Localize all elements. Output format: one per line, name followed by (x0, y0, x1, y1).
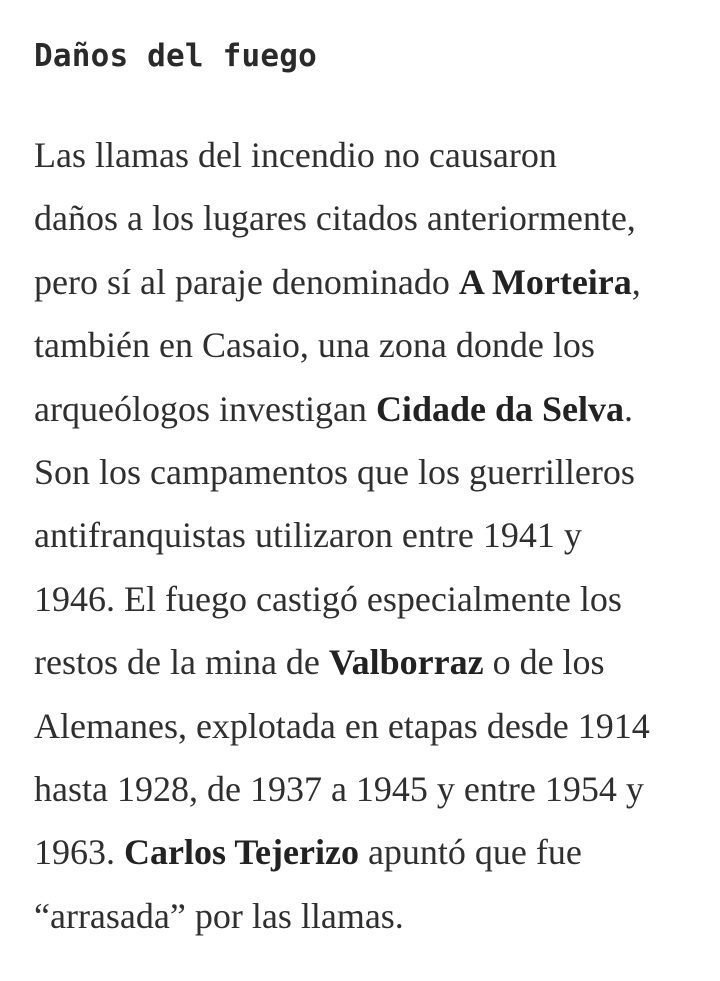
paragraph-line (34, 568, 686, 631)
text-run: arqueólogos investigan (34, 388, 376, 429)
text-run: antifranquistas utilizaron entre 1941 y (34, 515, 582, 556)
text-run: 1946. El fuego castigó especialmente los (34, 578, 622, 619)
text-run: Son los campamentos que los guerrilleros (34, 452, 635, 493)
text-run: apuntó que fue (358, 832, 582, 873)
paragraph-line (34, 124, 686, 187)
text-run: , (631, 261, 641, 302)
paragraph-line (34, 504, 686, 567)
text-run: también en Casaio, una zona donde los (34, 325, 595, 366)
text-run: Alemanes, explotada en etapas desde 1914 (34, 705, 650, 746)
text-run: Las llamas del incendio no causaron (34, 135, 557, 175)
paragraph-line (34, 631, 686, 694)
text-run: daños a los lugares citados anteriormente, (34, 198, 636, 239)
text-run: o de los (483, 642, 605, 683)
text-run: hasta 1928, de 1937 a 1945 y entre 1954 y (34, 769, 644, 810)
paragraph-line (34, 314, 686, 377)
paragraph-line (34, 378, 686, 441)
place-name-a-morteira: A Morteira (458, 261, 632, 302)
paragraph-line (34, 187, 686, 250)
text-run: pero sí al paraje denominado (34, 261, 459, 302)
text-run: 1963. (34, 832, 124, 873)
paragraph-line (34, 441, 686, 504)
text-run: restos de la mina de (34, 642, 329, 683)
project-name-cidade-da-selva: Cidade da Selva (375, 388, 624, 429)
article-paragraph (34, 124, 686, 948)
paragraph-line (34, 251, 686, 314)
paragraph-line (34, 821, 686, 884)
mine-name-valborraz: Valborraz (328, 642, 484, 683)
paragraph-line (34, 758, 686, 821)
text-run: “arrasada” por las llamas. (34, 895, 404, 936)
section-heading: Daños del fuego (34, 38, 317, 74)
person-name-carlos-tejerizo: Carlos Tejerizo (124, 832, 359, 873)
text-run: . (623, 388, 633, 429)
paragraph-line (34, 695, 686, 758)
paragraph-line (34, 885, 686, 948)
